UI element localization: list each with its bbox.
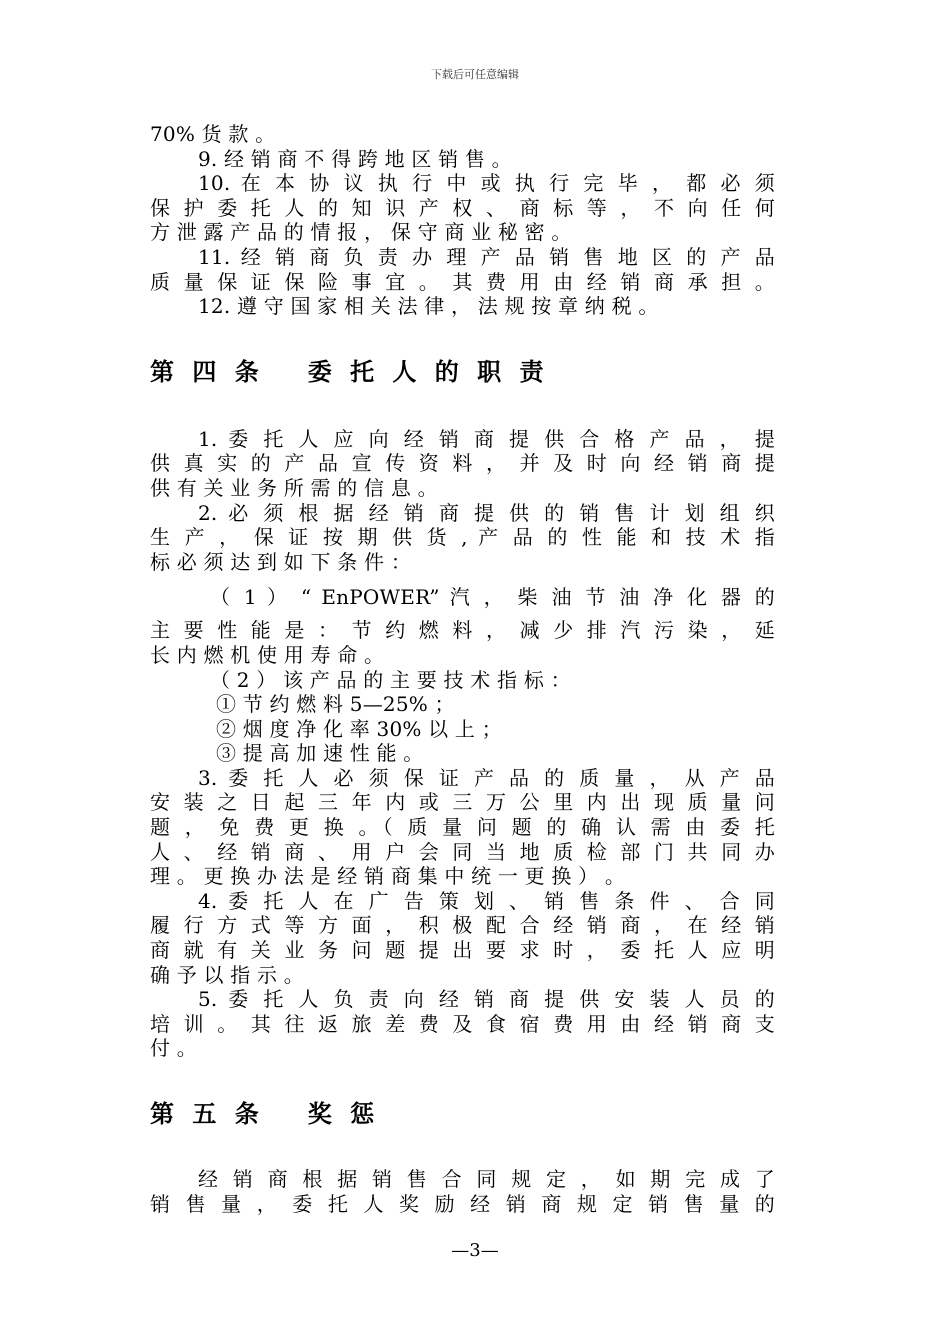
- text-line: 2. 必 须 根 据 经 销 商 提 供 的 销 售 计 划 组 织: [198, 500, 775, 525]
- text-line: 4. 委 托 人 在 广 告 策 划 、 销 售 条 件 、 合 同: [198, 888, 775, 913]
- text-line: 付 。: [150, 1036, 197, 1061]
- section-title: 奖 惩: [307, 1099, 380, 1128]
- text-line: 10. 在 本 协 议 执 行 中 或 执 行 完 毕 ， 都 必 须: [198, 171, 775, 196]
- text-line: ③ 提 高 加 速 性 能 。: [216, 741, 424, 766]
- text-line: 5. 委 托 人 负 责 向 经 销 商 提 供 安 装 人 员 的: [198, 987, 775, 1012]
- text-line: 70% 货 款 。: [150, 122, 276, 146]
- text-line: ② 烟 度 净 化 率 30% 以 上 ；: [216, 716, 502, 741]
- text-line: 1. 委 托 人 应 向 经 销 商 提 供 合 格 产 品 ， 提: [198, 426, 775, 451]
- text-line: 质 量 保 证 保 险 事 宜 。 其 费 用 由 经 销 商 承 担 。: [150, 269, 775, 294]
- section-number: 第 四 条: [150, 356, 264, 386]
- text-line: 商 就 有 关 业 务 问 题 提 出 要 求 时 ， 委 托 人 应 明: [150, 938, 775, 963]
- text-line: 人 、 经 销 商 、 用 户 会 同 当 地 质 检 部 门 共 同 办: [150, 839, 775, 864]
- text-line: 保 护 委 托 人 的 知 识 产 权 、 商 标 等 ， 不 向 任 何: [150, 195, 775, 220]
- page-number: —3—: [451, 1240, 499, 1261]
- text-line: 长 内 燃 机 使 用 寿 命 。: [150, 642, 385, 667]
- section-heading: [150, 352, 775, 387]
- text-line: （ 2 ） 该 产 品 的 主 要 技 术 指 标 ：: [210, 667, 571, 692]
- section-heading: [150, 1094, 775, 1129]
- text-line: （ 1 ） “ EnPOWER” 汽 ， 柴 油 节 油 净 化 器 的: [210, 585, 775, 610]
- section-title: 委 托 人 的 职 责: [307, 356, 549, 386]
- text-line: 方 泄 露 产 品 的 情 报 ， 保 守 商 业 秘 密 。: [150, 220, 572, 245]
- text-line: 主 要 性 能 是 ： 节 约 燃 料 ， 减 少 排 汽 污 染 ， 延: [150, 618, 775, 643]
- text-line: 标 必 须 达 到 如 下 条 件 ：: [150, 549, 412, 574]
- text-line: ① 节 约 燃 料 5—25% ；: [216, 692, 455, 717]
- text-line: 履 行 方 式 等 方 面 ， 积 极 配 合 经 销 商 ， 在 经 销: [150, 913, 775, 938]
- text-line: 安 装 之 日 起 三 年 内 或 三 万 公 里 内 出 现 质 量 问: [150, 790, 775, 815]
- text-line: 11. 经 销 商 负 责 办 理 产 品 销 售 地 区 的 产 品: [198, 244, 775, 269]
- text-line: 培 训 。 其 往 返 旅 差 费 及 食 宿 费 用 由 经 销 商 支: [150, 1011, 775, 1036]
- document-body: [150, 122, 775, 1216]
- text-line: 题 ， 免 费 更 换 。（ 质 量 问 题 的 确 认 需 由 委 托: [150, 815, 775, 840]
- header-note: 下载后可任意编辑: [431, 68, 519, 81]
- text-line: 经 销 商 根 据 销 售 合 同 规 定 ， 如 期 完 成 了: [198, 1167, 775, 1191]
- text-line: 销 售 量 ， 委 托 人 奖 励 经 销 商 规 定 销 售 量 的: [150, 1191, 775, 1216]
- text-line: 12. 遵 守 国 家 相 关 法 律 ， 法 规 按 章 纳 税 。: [198, 294, 659, 319]
- text-line: 理 。 更 换 办 法 是 经 销 商 集 中 统 一 更 换 ） 。: [150, 864, 626, 889]
- section-body: [150, 1167, 775, 1216]
- text-line: 供 真 实 的 产 品 宣 传 资 料 ， 并 及 时 向 经 销 商 提: [150, 451, 775, 476]
- section-body: [150, 427, 775, 1061]
- section-number: 第 五 条: [150, 1099, 264, 1128]
- text-line: 确 予 以 指 示 。: [150, 962, 304, 987]
- text-line: 9. 经 销 商 不 得 跨 地 区 销 售 。: [198, 146, 512, 171]
- text-line: 3. 委 托 人 必 须 保 证 产 品 的 质 量 ， 从 产 品: [198, 765, 775, 790]
- text-line: 生 产 ， 保 证 按 期 供 货 , 产 品 的 性 能 和 技 术 指: [150, 525, 775, 550]
- text-line: 供 有 关 业 务 所 需 的 信 息 。: [150, 475, 438, 500]
